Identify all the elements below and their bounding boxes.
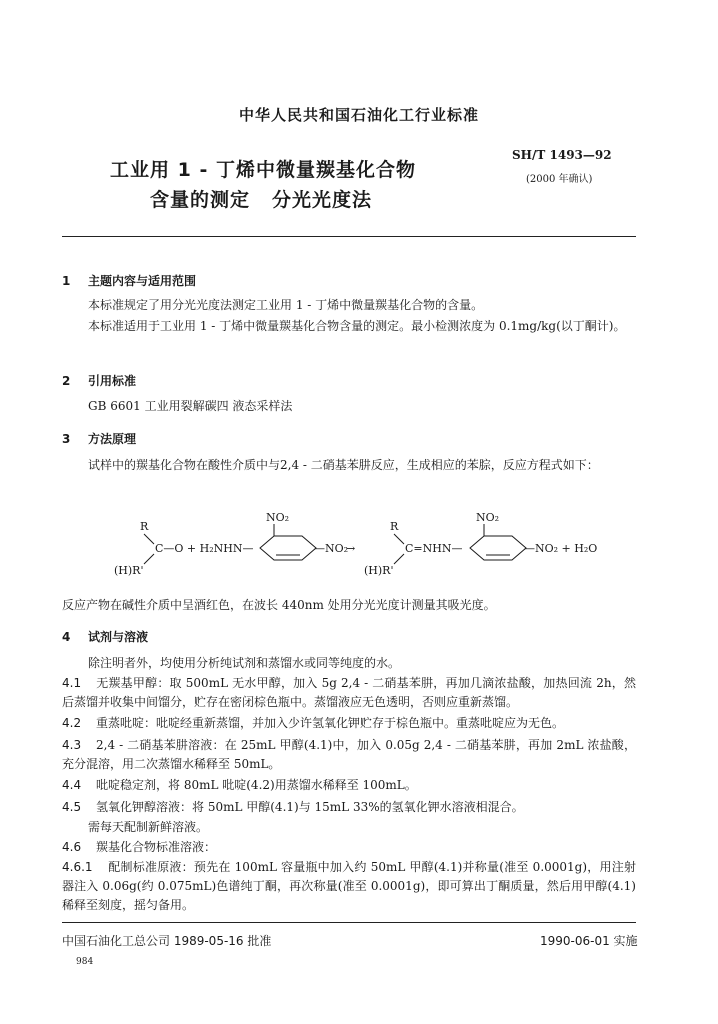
left-r-label: R: [140, 520, 149, 533]
left-carbonyl-text: C—O + H₂NHN—: [155, 542, 254, 555]
standard-number: SH/T 1493—92: [512, 148, 612, 162]
section-number: 2: [62, 374, 71, 388]
approval-date: 中国石油化工总公司 1989-05-16 批准: [62, 934, 272, 948]
list-item-continuation: 需每天配制新鲜溶液。: [88, 820, 209, 834]
page-number: 984: [76, 957, 94, 967]
list-item: [62, 776, 636, 795]
item-text: 氢氧化钾醇溶液：将 50mL 甲醇(4.1)与 15mL 33%的氢氧化钾水溶液相混合。: [96, 800, 524, 814]
left-no2-top: NO₂: [266, 511, 290, 524]
item-text: 羰基化合物标准溶液：: [96, 840, 217, 854]
right-no2-top: NO₂: [476, 511, 500, 524]
confirmation-note: (2000 年确认): [526, 174, 593, 185]
item-number: 4.3: [62, 738, 82, 752]
section-1-para-2: 本标准适用于工业用 1 - 丁烯中微量羰基化合物含量的测定。最小检测浓度为 0.1mg/kg(以丁酮计)。: [88, 319, 626, 333]
item-text: 重蒸吡啶：吡啶经重新蒸馏，并加入少许氢氧化钾贮存于棕色瓶中。重蒸吡啶应为无色。: [96, 716, 565, 730]
item-text: 吡啶稳定剂，将 80mL 吡啶(4.2)用蒸馏水稀释至 100mL。: [96, 778, 417, 792]
title-part-b: 分光光度法: [272, 189, 373, 211]
list-item: [62, 714, 636, 733]
section-number: 1: [62, 274, 71, 288]
standard-org-heading: 中华人民共和国石油化工行业标准: [238, 106, 479, 124]
right-benzene-ring: [470, 536, 526, 560]
item-text: 无羰基甲醇：取 500mL 无水甲醇，加入 5g 2,4 - 二硝基苯肼，再加几滴浓盐酸，加热回流 2h，然后蒸馏并收集中间馏分，贮存在密闭棕色瓶中。蒸馏液应无色透明，否则应重新蒸馏。: [62, 676, 636, 709]
section-4-para-1: 除注明者外，均使用分析纯试剂和蒸馏水或同等纯度的水。: [88, 656, 401, 670]
list-item: [62, 858, 636, 915]
list-item: [62, 736, 636, 774]
section-number: 4: [62, 630, 71, 644]
header-divider: [62, 236, 636, 237]
section-4-heading: [62, 628, 148, 645]
section-3-para-2: 反应产物在碱性介质中呈酒红色，在波长 440nm 处用分光光度计测量其吸光度。: [62, 598, 496, 612]
section-3-heading: [62, 430, 136, 447]
section-title: 试剂与溶液: [88, 630, 149, 644]
item-number: 4.6: [62, 840, 82, 854]
section-2-para-1: GB 6601 工业用裂解碳四 液态采样法: [88, 399, 293, 413]
right-bond-upper: [394, 534, 404, 544]
left-benzene-ring: [260, 536, 316, 560]
right-r-label: R: [390, 520, 399, 533]
item-number: 4.6.1: [62, 860, 93, 874]
footer-divider: [62, 922, 636, 923]
left-no2-right: —NO₂: [314, 542, 349, 555]
item-number: 4.2: [62, 716, 82, 730]
document-title-line1: 工业用 1 - 丁烯中微量羰基化合物: [110, 159, 416, 181]
left-hr-label: (H)R': [114, 564, 144, 577]
right-hr-label: (H)R': [364, 564, 394, 577]
section-3-para-1: 试样中的羰基化合物在酸性介质中与2,4 - 二硝基苯肼反应，生成相应的苯腙，反应方程式如下：: [88, 458, 599, 472]
section-title: 方法原理: [88, 432, 137, 446]
list-item: [62, 674, 636, 712]
item-text: 2,4 - 二硝基苯肼溶液：在 25mL 甲醇(4.1)中，加入 0.05g 2,4 - 二硝基苯肼，再加 2mL 浓盐酸，充分混溶，用二次蒸馏水稀释至 50mL。: [62, 738, 636, 771]
item-text: 配制标准原液：预先在 100mL 容量瓶中加入约 50mL 甲醇(4.1)并称量(准至 0.0001g)，用注射器注入 0.06g(约 0.075mL)色谱纯丁酮，再次称量(准至 0.0001g)，即可算出丁酮质量，然后用甲醇(4.1)稀释至刻度，摇匀备用。: [62, 860, 636, 912]
right-hydrazone-text: C=NHN—: [405, 542, 463, 555]
document-title-line2: [150, 185, 372, 212]
implementation-date: 1990-06-01 实施: [540, 934, 638, 948]
item-number: 4.1: [62, 676, 82, 690]
section-number: 3: [62, 432, 71, 446]
title-part-a: 含量的测定: [150, 189, 251, 211]
section-title: 主题内容与适用范围: [88, 274, 197, 288]
section-2-heading: [62, 372, 136, 389]
list-item: [62, 838, 636, 857]
section-1-para-1: 本标准规定了用分光光度法测定工业用 1 - 丁烯中微量羰基化合物的含量。: [88, 298, 484, 312]
reaction-arrow: →: [346, 542, 356, 555]
left-bond-upper: [144, 534, 154, 544]
right-bond-lower: [394, 554, 404, 564]
section-1-heading: [62, 272, 196, 289]
left-bond-lower: [144, 554, 154, 564]
item-number: 4.5: [62, 800, 82, 814]
right-no2-water: —NO₂ + H₂O: [524, 542, 598, 555]
section-title: 引用标准: [88, 374, 137, 388]
list-item: [62, 798, 636, 817]
item-number: 4.4: [62, 778, 82, 792]
reaction-equation: [100, 508, 620, 582]
